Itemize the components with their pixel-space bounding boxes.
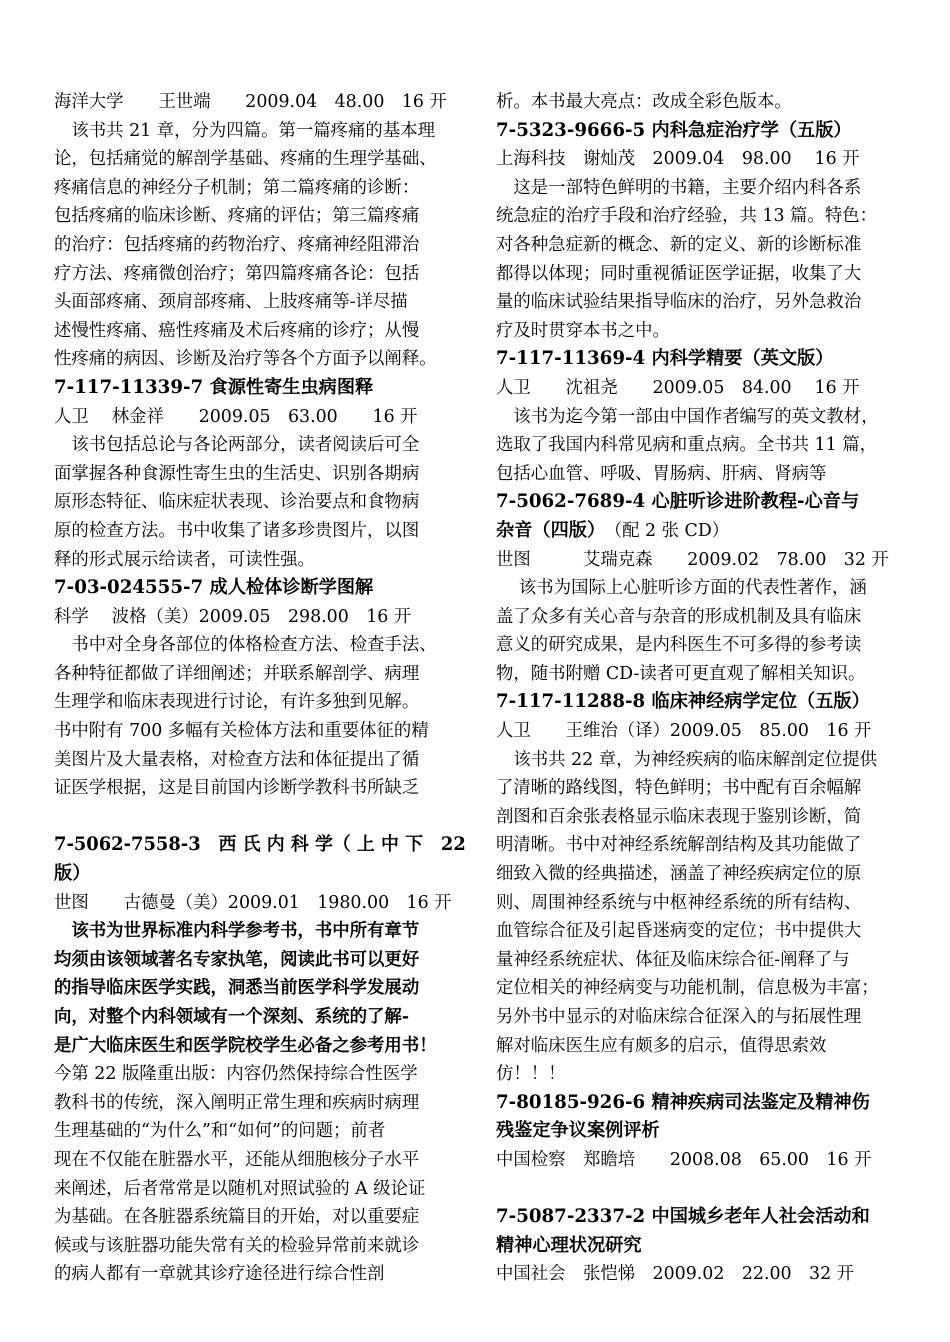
description-line: 生理基础的“为什么”和“如何”的问题；前者 xyxy=(54,1121,386,1142)
description-line: 物，随书附赠 CD-读者可更直观了解相关知识。 xyxy=(496,663,866,684)
book-title: 7-5323-9666-5 内科急症治疗学（五版） xyxy=(496,119,852,141)
description-line: 面掌握各种食源性寄生虫的生活史、识别各期病 xyxy=(54,463,420,484)
description-line: 盖了众多有关心音与杂音的形成机制及具有临床 xyxy=(496,606,862,627)
book-meta: 人卫 林金祥 2009.05 63.00 16 开 xyxy=(54,406,418,427)
book-title: 7-5062-7689-4 心脏听诊进阶教程-心音与 xyxy=(496,491,860,513)
description-line: 该书共 21 章，分为四篇。第一篇疼痛的基本理 xyxy=(54,120,435,141)
description-line: 则、周围神经系统与中枢神经系统的所有结构、 xyxy=(496,892,862,913)
description-line: 原的检查方法。书中收集了诸多珍贵图片，以图 xyxy=(54,520,420,541)
description-line: 为基础。在各脏器系统篇目的开始，对以重要症 xyxy=(54,1207,420,1228)
description-line-bold: 该书为世界标准内科学参考书，书中所有章节 xyxy=(54,921,420,942)
book-title: 7-117-11339-7 食源性寄生虫病图释 xyxy=(54,376,374,398)
description-line: 书中对全身各部位的体格检查方法、检查手法、 xyxy=(54,635,437,656)
description-line: 来阐述，后者常常是以随机对照试验的 A 级论证 xyxy=(54,1178,426,1199)
description-line: 的治疗：包括疼痛的药物治疗、疼痛神经阻滞治 xyxy=(54,234,420,255)
description-line: 该书为迄今第一部由中国作者编写的英文教材， xyxy=(496,406,879,427)
description-line: 疼痛信息的神经分子机制；第二篇疼痛的诊断： xyxy=(54,177,420,198)
description-line: 对各种急症新的概念、新的定义、新的诊断标准 xyxy=(496,234,862,255)
left-column xyxy=(54,88,464,1289)
description-line-bold: 向，对整个内科领域有一个深刻、系统的了解- xyxy=(54,1007,410,1027)
book-title: 7-80185-926-6 精神疾病司法鉴定及精神伤 xyxy=(496,1091,870,1113)
description-line: 今第 22 版隆重出版：内容仍然保持综合性医学 xyxy=(54,1064,418,1085)
book-meta: 世图 艾瑞克森 2009.02 78.00 32 开 xyxy=(496,549,889,570)
book-meta: 科学 波格（美）2009.05 298.00 16 开 xyxy=(54,606,412,627)
description-line: 论，包括痛觉的解剖学基础、疼痛的生理学基础、 xyxy=(54,149,437,170)
description-line: 该书为国际上心脏听诊方面的代表性著作，涵 xyxy=(496,578,867,599)
book-title-suffix: （配 2 张 CD） xyxy=(596,520,730,541)
description-line: 定位相关的神经病变与功能机制，信息极为丰富； xyxy=(496,978,879,999)
description-line: 选取了我国内科常见病和重点病。全书共 11 篇， xyxy=(496,435,877,456)
book-title: 残鉴定争议案例评析 xyxy=(496,1120,660,1142)
description-line: 统急症的治疗手段和治疗经验，共 13 篇。特色： xyxy=(496,206,877,227)
description-line: 候或与该脏器功能失常有关的检验异常前来就诊 xyxy=(54,1235,420,1256)
description-line: 了清晰的路线图，特色鲜明；书中配有百余幅解 xyxy=(496,778,862,799)
description-line: 析。本书最大亮点：改成全彩色版本。 xyxy=(496,92,792,112)
book-meta: 世图 古德曼（美）2009.01 1980.00 16 开 xyxy=(54,892,452,913)
description-line: 该书包括总论与各论两部分，读者阅读后可全 xyxy=(54,435,420,456)
book-title: 7-03-024555-7 成人检体诊断学图解 xyxy=(54,577,374,599)
description-line: 该书共 22 章，为神经疾病的临床解剖定位提供 xyxy=(496,749,877,770)
blank-line xyxy=(54,803,464,832)
book-title: 7-117-11369-4 内科学精要（英文版） xyxy=(496,348,834,370)
description-line: 释的形式展示给读者，可读性强。 xyxy=(54,549,315,570)
description-line-bold: 的指导临床医学实践，洞悉当前医学科学发展动 xyxy=(54,978,420,999)
description-line: 美图片及大量表格，对检查方法和体征提出了循 xyxy=(54,749,420,770)
description-line: 仿！！！ xyxy=(496,1064,566,1085)
description-line: 的病人都有一章就其诊疗途径进行综合性剖 xyxy=(54,1264,385,1285)
book-title: 7-5062-7558-3 西 氏 内 科 学（ 上 中 下 22 xyxy=(54,834,466,856)
description-line: 血管综合征及引起昏迷病变的定位；书中提供大 xyxy=(496,921,862,942)
description-line: 原形态特征、临床症状表现、诊治要点和食物病 xyxy=(54,492,420,513)
description-line: 证医学根据，这是目前国内诊断学教科书所缺乏 xyxy=(54,778,420,799)
description-line: 性疼痛的病因、诊断及治疗等各个方面予以阐释。 xyxy=(54,349,437,370)
description-line: 意义的研究成果，是内科医生不可多得的参考读 xyxy=(496,635,862,656)
book-meta: 海洋大学 王世端 2009.04 48.00 16 开 xyxy=(54,92,447,112)
description-line: 头面部疼痛、颈肩部疼痛、上肢疼痛等-详尽描 xyxy=(54,292,408,313)
description-line: 量神经系统症状、体征及临床综合征-阐释了与 xyxy=(496,949,850,970)
description-line: 这是一部特色鲜明的书籍，主要介绍内科各系 xyxy=(496,177,862,198)
blank-line xyxy=(496,1175,906,1204)
description-line: 包括心血管、呼吸、胃肠病、肝病、肾病等 xyxy=(496,463,827,484)
description-line: 包括疼痛的临床诊断、疼痛的评估；第三篇疼痛 xyxy=(54,206,420,227)
book-meta: 中国社会 张恺悌 2009.02 22.00 32 开 xyxy=(496,1264,855,1285)
right-column xyxy=(496,88,906,1289)
book-title-text: 杂音（四版） xyxy=(496,519,597,541)
book-meta: 中国检察 郑瞻培 2008.08 65.00 16 开 xyxy=(496,1149,872,1170)
book-title: 7-117-11288-8 临床神经病学定位（五版） xyxy=(496,691,870,713)
description-line: 各种特征都做了详细阐述；并联系解剖学、病理 xyxy=(54,663,420,684)
book-title xyxy=(496,517,906,546)
book-meta: 上海科技 谢灿茂 2009.04 98.00 16 开 xyxy=(496,149,860,170)
book-meta: 人卫 王维治（译）2009.05 85.00 16 开 xyxy=(496,721,872,742)
book-meta: 人卫 沈祖尧 2009.05 84.00 16 开 xyxy=(496,377,860,398)
description-line: 教科书的传统，深入阐明正常生理和疾病时病理 xyxy=(54,1092,420,1113)
description-line: 另外书中显示的对临床综合征深入的与拓展性理 xyxy=(496,1007,862,1027)
description-line: 细致入微的经典描述，涵盖了神经疾病定位的原 xyxy=(496,864,862,885)
description-line: 都得以体现；同时重视循证医学证据，收集了大 xyxy=(496,263,862,284)
description-line: 述慢性疼痛、癌性疼痛及术后疼痛的诊疗；从慢 xyxy=(54,320,420,341)
description-line: 剖图和百余张表格显示临床表现于鉴别诊断，简 xyxy=(496,806,862,827)
book-title: 版） xyxy=(54,863,91,885)
description-line-bold: 均须由该领域著名专家执笔，阅读此书可以更好 xyxy=(54,949,420,970)
description-line: 解对临床医生应有颇多的启示，值得思索效 xyxy=(496,1035,827,1056)
description-line: 疗方法、疼痛微创治疗；第四篇疼痛各论：包括 xyxy=(54,263,420,284)
book-title: 精神心理状况研究 xyxy=(496,1234,642,1256)
description-line: 现在不仅能在脏器水平，还能从细胞核分子水平 xyxy=(54,1149,420,1170)
description-line-bold: 是广大临床医生和医学院校学生必备之参考用书！ xyxy=(54,1035,437,1056)
description-line: 疗及时贯穿本书之中。 xyxy=(496,320,670,341)
description-line: 量的临床试验结果指导临床的治疗，另外急救治 xyxy=(496,292,862,313)
description-line: 书中附有 700 多幅有关检体方法和重要体征的精 xyxy=(54,721,429,742)
description-line: 生理学和临床表现进行讨论，有许多独到见解。 xyxy=(54,692,420,713)
description-line: 明清晰。书中对神经系统解剖结构及其功能做了 xyxy=(496,835,862,856)
book-title: 7-5087-2337-2 中国城乡老年人社会活动和 xyxy=(496,1206,870,1228)
